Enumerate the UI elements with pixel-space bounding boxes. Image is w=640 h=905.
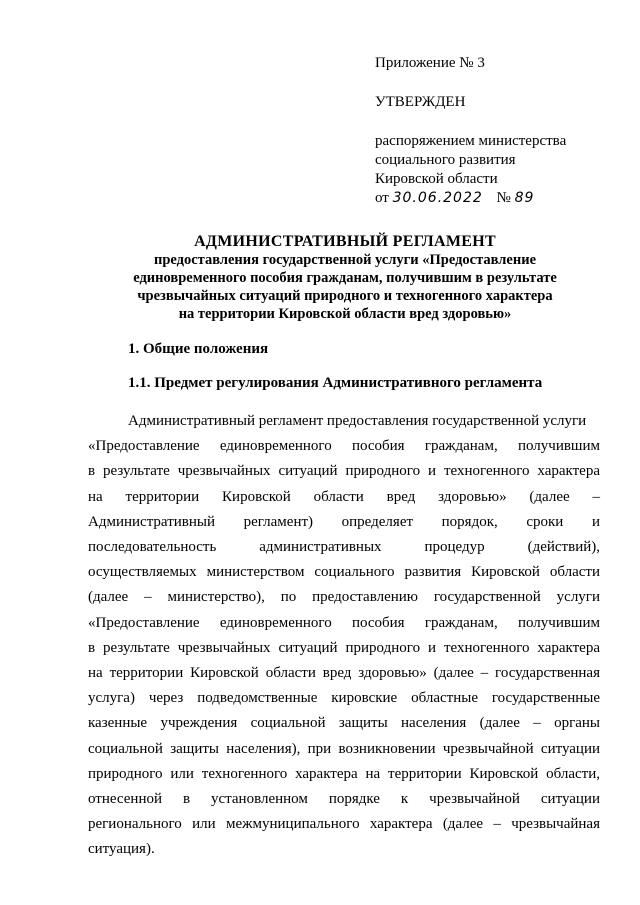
paragraph-line: на территории Кировской области вред здоровью» (далее – bbox=[88, 488, 600, 505]
paragraph-line: в результате чрезвычайных ситуаций природного и техногенного характера bbox=[88, 463, 600, 480]
paragraph-line: ситуация). bbox=[88, 841, 155, 858]
paragraph-line: в результате чрезвычайных ситуаций природного и техногенного характера bbox=[88, 639, 600, 656]
paragraph-body bbox=[88, 409, 600, 863]
paragraph-line: социальной защиты населения), при возникновении чрезвычайной ситуации bbox=[88, 740, 600, 757]
approval-date-line bbox=[375, 189, 615, 208]
paragraph-line: регионального или межмуниципального характера (далее – чрезвычайная bbox=[88, 816, 600, 833]
appendix-label: Приложение № 3 bbox=[375, 55, 485, 71]
paragraph-line: на территории Кировской области вред здоровью» (далее – государственная bbox=[88, 665, 600, 682]
approved-by-line2: социального развития bbox=[375, 152, 516, 168]
paragraph-line: (далее – министерство), по предоставлению государственной услуги bbox=[88, 589, 600, 606]
approved-by-line3: Кировской области bbox=[375, 171, 498, 187]
paragraph-line: «Предоставление единовременного пособия гражданам, получившим bbox=[88, 438, 600, 455]
paragraph-line: услуга) через подведомственные кировские областные государственные bbox=[88, 690, 600, 707]
paragraph-line: «Предоставление единовременного пособия гражданам, получившим bbox=[88, 614, 600, 631]
approved-label: УТВЕРЖДЕН bbox=[375, 94, 466, 110]
handwritten-date: 30.06.2022 bbox=[392, 190, 483, 206]
title-line: чрезвычайных ситуаций природного и техногенного характера bbox=[137, 288, 553, 304]
paragraph-line: последовательность административных процедур (действий), bbox=[88, 539, 600, 556]
handwritten-number: 89 bbox=[514, 190, 535, 206]
paragraph-line: Административный регламент) определяет порядок, сроки и bbox=[88, 513, 600, 530]
section-heading-subject: 1.1. Предмет регулирования Административного регламента bbox=[128, 375, 543, 391]
title-line: предоставления государственной услуги «Предоставление bbox=[153, 252, 537, 268]
document-title bbox=[80, 233, 610, 323]
number-sign: № bbox=[496, 190, 511, 206]
paragraph-line: природного или техногенного характера на территории Кировской области, bbox=[88, 765, 600, 782]
paragraph-line: Административный регламент предоставления государственной услуги bbox=[128, 413, 587, 429]
approved-by-line1: распоряжением министерства bbox=[375, 133, 567, 149]
approval-stamp-block bbox=[375, 54, 615, 208]
date-prefix: от bbox=[375, 190, 389, 206]
paragraph-line: осуществляемых министерством социального развития Кировской области bbox=[88, 564, 600, 581]
paragraph-line: казенные учреждения социальной защиты населения (далее – органы bbox=[88, 715, 600, 732]
title-line: на территории Кировской области вред здоровью» bbox=[178, 306, 512, 322]
title-main: АДМИНИСТРАТИВНЫЙ РЕГЛАМЕНТ bbox=[194, 233, 496, 250]
section-heading-general: 1. Общие положения bbox=[128, 341, 269, 357]
title-line: единовременного пособия гражданам, получившим в результате bbox=[133, 270, 557, 286]
paragraph-line: отнесенной в установленном порядке к чрезвычайной ситуации bbox=[88, 791, 600, 808]
